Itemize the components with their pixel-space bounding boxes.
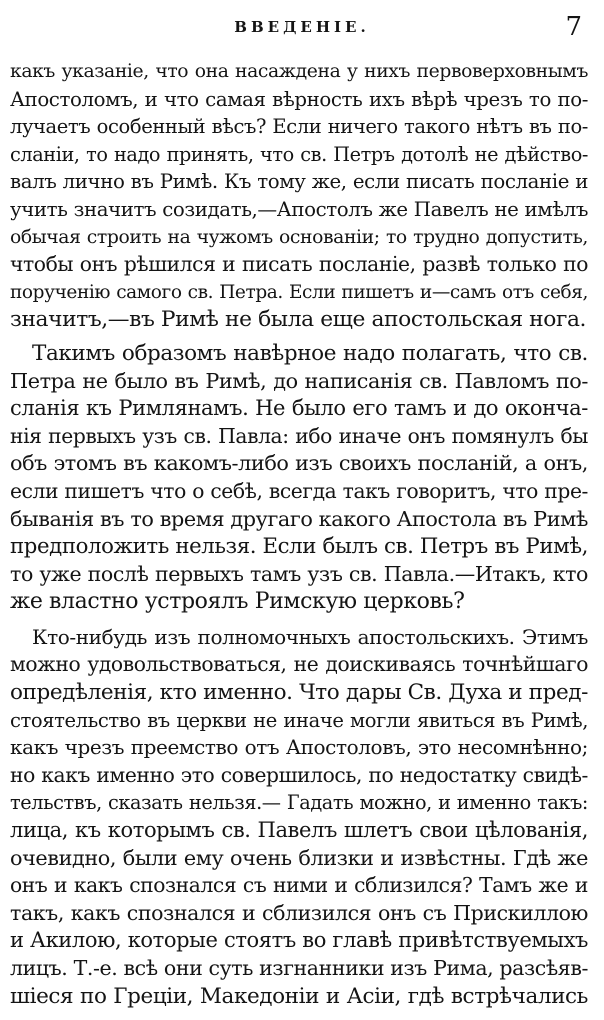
text-line: тельствъ, сказать нельзя.— Гадать можно, и именно такъ:: [10, 791, 588, 815]
paragraph: [10, 340, 588, 616]
text-line: сланія къ Римлянамъ. Не было его тамъ и до оконча-: [10, 396, 588, 421]
text-line: и Акилою, которые стоятъ во главѣ привѣтствуемыхъ: [10, 928, 588, 953]
running-head: ВВЕДЕНІЕ.: [234, 18, 370, 36]
text-line: лучаетъ особенный вѣсъ? Если ничего такого нѣтъ въ по-: [10, 115, 588, 139]
text-line: но какъ именно это совершилось, по недостатку свидѣ-: [10, 762, 588, 787]
text-line: чтобы онъ рѣшился и писать посланіе, развѣ только по: [10, 252, 588, 277]
text-line: онъ и какъ спознался съ ними и сблизился? Тамъ же и: [10, 873, 588, 898]
text-line: какъ чрезъ преемство отъ Апостоловъ, это несомнѣнно;: [10, 735, 588, 760]
text-line: Петра не было въ Римѣ, до написанія св. Павломъ по-: [10, 368, 588, 393]
text-line: быванія въ то время другаго какого Апостола въ Римѣ: [10, 506, 588, 531]
text-line: лицъ. Т.-е. всѣ они суть изгнанники изъ Рима, разсѣяв-: [10, 956, 588, 980]
text-line: какъ указаніе, что она насаждена у нихъ первоверховнымъ: [10, 61, 588, 82]
text-line: Такимъ образомъ навѣрное надо полагать, что св.: [32, 340, 588, 366]
text-line: шіеся по Греціи, Македоніи и Асіи, гдѣ встрѣчались: [10, 983, 588, 1009]
text-line: обычая строить на чужомъ основаніи; то трудно допустить,: [10, 226, 588, 248]
text-line: опредѣленія, кто именно. Что дары Св. Духа и пред-: [10, 680, 588, 706]
paragraph: [10, 624, 588, 1010]
text-line: если пишетъ что о себѣ, всегда такъ говоритъ, что пре-: [10, 478, 588, 503]
body-text: [10, 58, 588, 1010]
text-line: порученію самого св. Петра. Если пишетъ и—самъ отъ себя,: [10, 281, 588, 303]
text-line: сланіи, то надо принять, что св. Петръ дотолѣ не дѣйство-: [10, 142, 588, 166]
text-line: нія первыхъ узъ св. Павла: ибо иначе онъ помянулъ бы: [10, 423, 588, 448]
page-header: [0, 14, 604, 44]
text-line: такъ, какъ спознался и сблизился онъ съ Прискиллою: [10, 900, 588, 925]
paragraph: [10, 58, 588, 334]
text-line: объ этомъ въ какомъ-либо изъ своихъ посланій, а онъ,: [10, 451, 588, 476]
text-line: Апостоломъ, и что самая вѣрность ихъ вѣрѣ чрезъ то по-: [10, 87, 588, 111]
text-line: учить значитъ созидать,—Апостолъ же Павелъ не имѣлъ: [10, 197, 588, 221]
page-number: 7: [565, 12, 582, 42]
text-line: Кто-нибудь изъ полномочныхъ апостольскихъ. Этимъ: [32, 624, 588, 649]
text-line: то уже послѣ первыхъ тамъ узъ св. Павла.—Итакъ, кто: [10, 561, 588, 586]
text-line: валъ лично въ Римѣ. Къ тому же, если писать посланіе и: [10, 170, 588, 194]
text-line: предположить нельзя. Если былъ св. Петръ въ Римѣ,: [10, 534, 588, 560]
text-line: очевидно, были ему очень близки и извѣстны. Гдѣ же: [10, 845, 588, 870]
text-line: лица, къ которымъ св. Павелъ шлетъ свои цѣлованія,: [10, 818, 588, 843]
text-line: можно удовольствоваться, не доискиваясь точнѣйшаго: [10, 652, 588, 677]
text-line: же властно устроялъ Римскую церковь?: [10, 589, 465, 615]
text-line: значитъ,—въ Римѣ не была еще апостольская нога.: [10, 307, 587, 333]
text-line: стоятельство въ церкви не иначе могли явиться въ Римѣ,: [10, 708, 588, 732]
